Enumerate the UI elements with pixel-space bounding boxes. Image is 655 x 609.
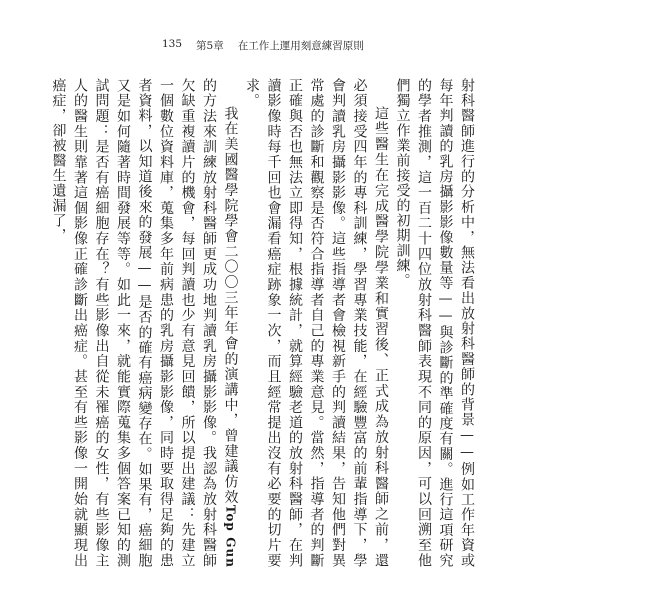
chapter-title: 在工作上運用刻意練習原則 <box>237 40 364 52</box>
page-number: 135 <box>162 38 183 50</box>
paragraph-3 <box>47 78 241 568</box>
page-body <box>50 78 477 578</box>
vertical-text-column <box>50 78 477 569</box>
paragraph-3-text-before: 我在美國醫學院學會二〇〇三年年會的演講中，曾建議仿效 <box>222 106 239 505</box>
paragraph-2: 這些醫生在完成醫學院學業和實習後、正式成為放射科醫師之前，還必須接受四年的專科訓練，學習專業技能，在經驗豐富的前輩指導下，學會判讀乳房攝影影像。這些指導者會檢視新手的判讀結果，告知他們對異常處的診斷和觀察是否符合指導者自己的專業意見。當然，指導者的判斷正確與否也無法立即得知，根據統計，就算經驗老道的放射科醫師，在判讀影像時每千回也會漏看癌症跡象一次，而且經常提出沒有必要的切片要求。 <box>244 78 389 568</box>
paragraph-1: 射科醫師進行的分析中，無法看出放射科醫師的背景——例如工作年資或每年判讀的乳房攝影影像數量等——與診斷的準確度有關。進行這項研究的學者推測，這一百二十四位放射科醫師表現不同的原因，可以回溯至他們獨立作業前接受的初期訓練。 <box>394 78 475 568</box>
paragraph-3-latin-term: Top Gun <box>223 504 238 569</box>
chapter-label: 第5章 <box>196 40 224 52</box>
paragraph-3-text-after: 的方法來訓練放射科醫師更成功地判讀乳房攝影影像。我認為放射科醫師欠缺重複讀片的機會，每回判讀也少有意見回饋，所以提出建議：先建立一個數位資料庫，蒐集多年前病患的乳房攝影影像，同時要取得足夠的患者資料，以知道後來的發展——是否的確有癌病變存在。如果有，癌細胞又是如何隨著時間發展等等。如此一來，就能實際蒐集多個答案已知的測試問題：是否有癌細胞存在？有些影像出自從未罹癌的女性，有些影像主人的醫生則靠著這個影像正確診斷出癌症。甚至有些影像一開始就顯現出癌症，卻被醫生遺漏了， <box>50 78 217 568</box>
running-header <box>162 38 364 53</box>
